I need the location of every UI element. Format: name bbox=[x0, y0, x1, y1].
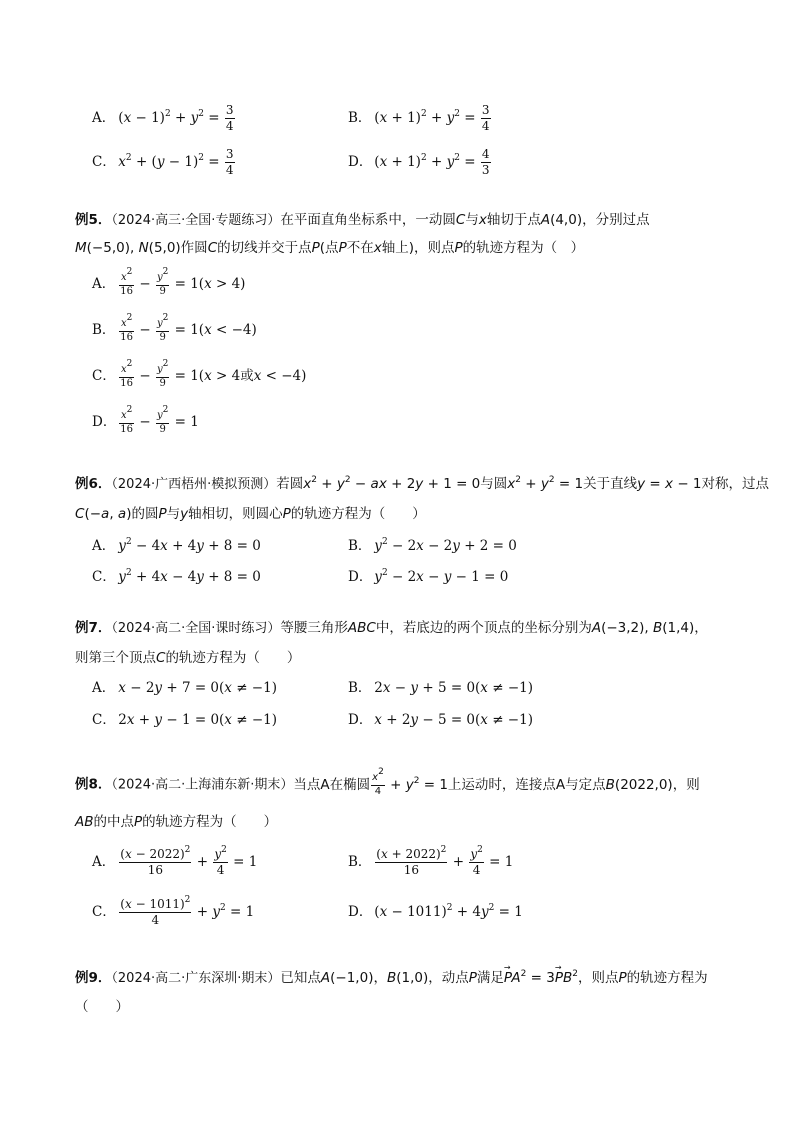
example-head: 例9． bbox=[75, 970, 112, 986]
option-expr: $\frac{(x - 2022)^2}{16}$ + $\frac{y^2}{4}$ = 1 bbox=[120, 845, 258, 877]
example6-stem-line1 bbox=[75, 475, 770, 492]
example6-option-b bbox=[348, 537, 517, 554]
example5-option-a bbox=[92, 267, 246, 297]
example4-option-d bbox=[348, 148, 492, 176]
option-label: D． bbox=[92, 414, 117, 430]
option-expr: $x^2 + (y - 1)^2$ = $\frac{3}{4}$ bbox=[118, 147, 234, 177]
example8-option-a bbox=[92, 845, 258, 877]
example-head: 例5． bbox=[75, 212, 112, 228]
option-label: C． bbox=[92, 569, 116, 585]
example6-stem-text1: 若圆$x^2 + y^2$ − ax + 2y + 1 = 0与圆$x^2 + y^2 = 1$关于直线y = x − 1对称，过点 bbox=[276, 475, 770, 492]
example-source: （2024·高二·广东深圳·期末） bbox=[111, 971, 281, 986]
option-expr: $y^2 - 4x + 4y + 8 = 0$ bbox=[118, 537, 261, 554]
option-expr: 2x − y + 5 = 0(x ≠ −1) bbox=[374, 680, 533, 696]
example5-option-d bbox=[92, 405, 199, 435]
example7-stem-line1 bbox=[75, 622, 708, 636]
option-expr: $\frac{x^2}{16}$ − $\frac{y^2}{9}$ = 1(x > 4或x < −4) bbox=[120, 359, 307, 389]
option-expr: $(x + 1)^2 + y^2$ = $\frac{4}{3}$ bbox=[374, 147, 490, 177]
example9-stem-text1: 已知点A(−1,0)，B(1,0)，动点P满足→ $PA^2 = 3\to PB^2$，则点P的轨迹方程为 bbox=[280, 970, 707, 986]
option-label: C． bbox=[92, 903, 116, 920]
option-label: D． bbox=[348, 712, 373, 728]
option-label: B． bbox=[348, 680, 372, 696]
example8-option-d bbox=[348, 903, 523, 920]
option-expr: $\frac{(x + 2022)^2}{16}$ + $\frac{y^2}{4}$ = 1 bbox=[376, 845, 514, 877]
option-label: A． bbox=[92, 538, 116, 554]
option-label: C． bbox=[92, 712, 116, 728]
option-expr: $\frac{x^2}{16}$ − $\frac{y^2}{9}$ = 1 bbox=[120, 405, 199, 435]
example8-option-b bbox=[348, 845, 514, 877]
option-label: A． bbox=[92, 680, 116, 696]
option-label: D． bbox=[348, 153, 373, 170]
option-label: A． bbox=[92, 853, 116, 870]
example9-stem-line2: （ ） bbox=[75, 999, 129, 1015]
option-label: B． bbox=[348, 853, 372, 870]
example8-option-c bbox=[92, 895, 255, 927]
option-label: D． bbox=[348, 904, 373, 920]
example-source: （2024·高二·全国·课时练习） bbox=[111, 621, 281, 636]
option-label: B． bbox=[92, 322, 116, 338]
example7-option-c bbox=[92, 714, 277, 728]
example9-stem-line1 bbox=[75, 969, 708, 986]
option-expr: 2x + y − 1 = 0(x ≠ −1) bbox=[118, 712, 277, 728]
example7-option-b bbox=[348, 682, 533, 696]
example4-option-a bbox=[92, 104, 236, 132]
example7-stem-text1: 等腰三角形ABC中，若底边的两个顶点的坐标分别为A(−3,2), B(1,4)， bbox=[280, 620, 708, 636]
example6-option-c bbox=[92, 568, 261, 585]
example-source: （2024·广西梧州·模拟预测） bbox=[111, 477, 277, 492]
example7-option-a bbox=[92, 682, 277, 696]
example5-option-b bbox=[92, 313, 257, 343]
example5-stem-line1 bbox=[75, 214, 650, 228]
option-label: B． bbox=[348, 109, 372, 126]
example-source: （2024·高三·全国·专题练习） bbox=[111, 213, 281, 228]
example-source: （2024·高二·上海浦东新·期末） bbox=[111, 777, 294, 793]
option-expr: $y^2 + 4x - 4y + 8 = 0$ bbox=[118, 568, 261, 585]
option-label: C． bbox=[92, 368, 116, 384]
option-expr: $\frac{x^2}{16}$ − $\frac{y^2}{9}$ = 1(x > 4) bbox=[120, 267, 246, 297]
example4-option-c bbox=[92, 148, 236, 176]
option-label: D． bbox=[348, 569, 373, 585]
example7-option-d bbox=[348, 714, 533, 728]
example5-option-c bbox=[92, 359, 307, 389]
option-label: B． bbox=[348, 538, 372, 554]
option-expr: $\frac{x^2}{16}$ − $\frac{y^2}{9}$ = 1(x < −4) bbox=[120, 313, 257, 343]
example-head: 例7． bbox=[75, 620, 112, 636]
example8-stem-line2: AB的中点P的轨迹方程为（ ） bbox=[75, 814, 278, 830]
example5-stem-text1: 在平面直角坐标系中，一动圆C与x轴切于点A(4,0)，分别过点 bbox=[280, 212, 650, 228]
example4-option-b bbox=[348, 104, 492, 132]
option-expr: $y^2 - 2x - y - 1 = 0$ bbox=[374, 568, 509, 585]
option-expr: $(x - 1)^2 + y^2$ = $\frac{3}{4}$ bbox=[118, 103, 234, 133]
example6-option-d bbox=[348, 568, 509, 585]
option-expr: x − 2y + 7 = 0(x ≠ −1) bbox=[118, 680, 277, 696]
option-expr: $\frac{(x - 1011)^2}{4}$ + $y^2 = 1$ bbox=[120, 895, 255, 927]
example6-option-a bbox=[92, 537, 261, 554]
option-label: A． bbox=[92, 276, 116, 292]
example6-stem-line2: C(−a, a)的圆P与y轴相切，则圆心P的轨迹方程为（ ） bbox=[75, 506, 426, 522]
option-label: C． bbox=[92, 153, 116, 170]
example8-stem-text1: 当点A在椭圆 $\frac{x^2}{4}$ + $y^2 = 1$上运动时，连接点A与定点B(2022,0)，则 bbox=[293, 767, 700, 797]
option-expr: $(x + 1)^2 + y^2$ = $\frac{3}{4}$ bbox=[374, 103, 490, 133]
option-label: A． bbox=[92, 109, 116, 126]
example7-stem-line2: 则第三个顶点C的轨迹方程为（ ） bbox=[75, 650, 301, 666]
example-head: 例6． bbox=[75, 476, 112, 492]
option-expr: $y^2 - 2x - 2y + 2 = 0$ bbox=[374, 537, 517, 554]
option-expr: $(x - 1011)^2 + 4y^2 = 1$ bbox=[374, 903, 523, 920]
option-expr: x + 2y − 5 = 0(x ≠ −1) bbox=[374, 712, 533, 728]
example8-stem-line1 bbox=[75, 767, 700, 797]
example-head: 例8． bbox=[75, 776, 112, 793]
example5-stem-line2: M(−5,0), N(5,0)作圆C的切线并交于点P(点P不在x轴上)，则点P的轨迹方程为（ ） bbox=[75, 240, 585, 256]
